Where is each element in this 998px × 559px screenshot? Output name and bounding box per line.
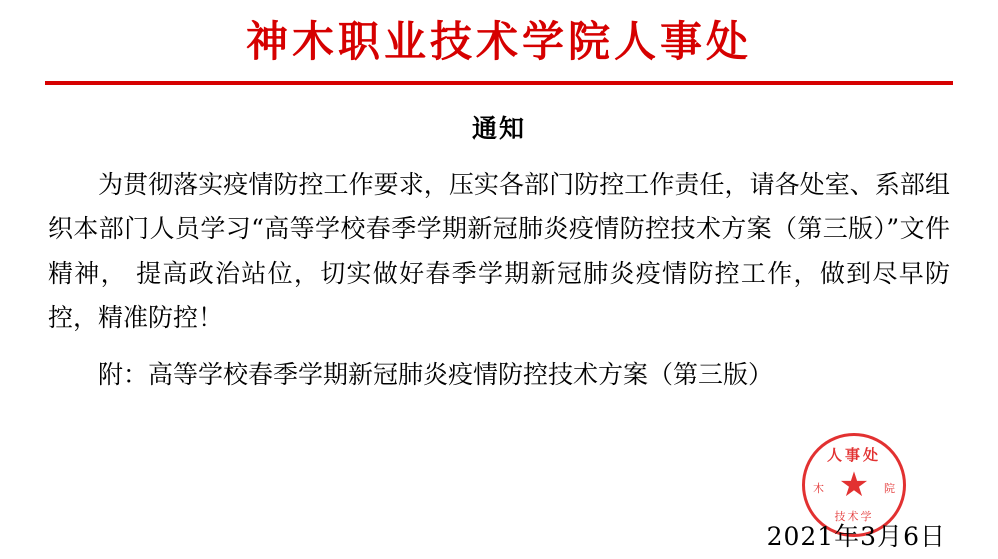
document-footer	[767, 517, 946, 553]
attachment-line: 附：高等学校春季学期新冠肺炎疫情防控技术方案（第三版）	[98, 359, 774, 389]
header-divider	[45, 81, 953, 85]
seal-center-text: 人事处	[826, 446, 881, 464]
document-date: 2021年3月6日	[766, 522, 946, 551]
document-subtitle: 通知	[471, 113, 526, 143]
document-body	[48, 163, 950, 395]
document-header	[0, 0, 998, 69]
seal-bottom-text: 技术学	[834, 510, 874, 523]
seal-right-text: 院	[884, 482, 895, 495]
body-paragraph: 为贯彻落实疫情防控工作要求，压实各部门防控工作责任，请各处室、系部组织本部门人员学习“高等学校春季学期新冠肺炎疫情防控技术方案（第三版）”文件精神， 提高政治站位，切实做好春季学期新冠肺炎疫情防控工作，做到尽早防控，精准防控！	[48, 169, 950, 332]
page-title: 神木职业技术学院人事处	[245, 17, 752, 66]
star-icon: ★	[838, 465, 870, 505]
seal-left-text: 木	[813, 482, 824, 495]
